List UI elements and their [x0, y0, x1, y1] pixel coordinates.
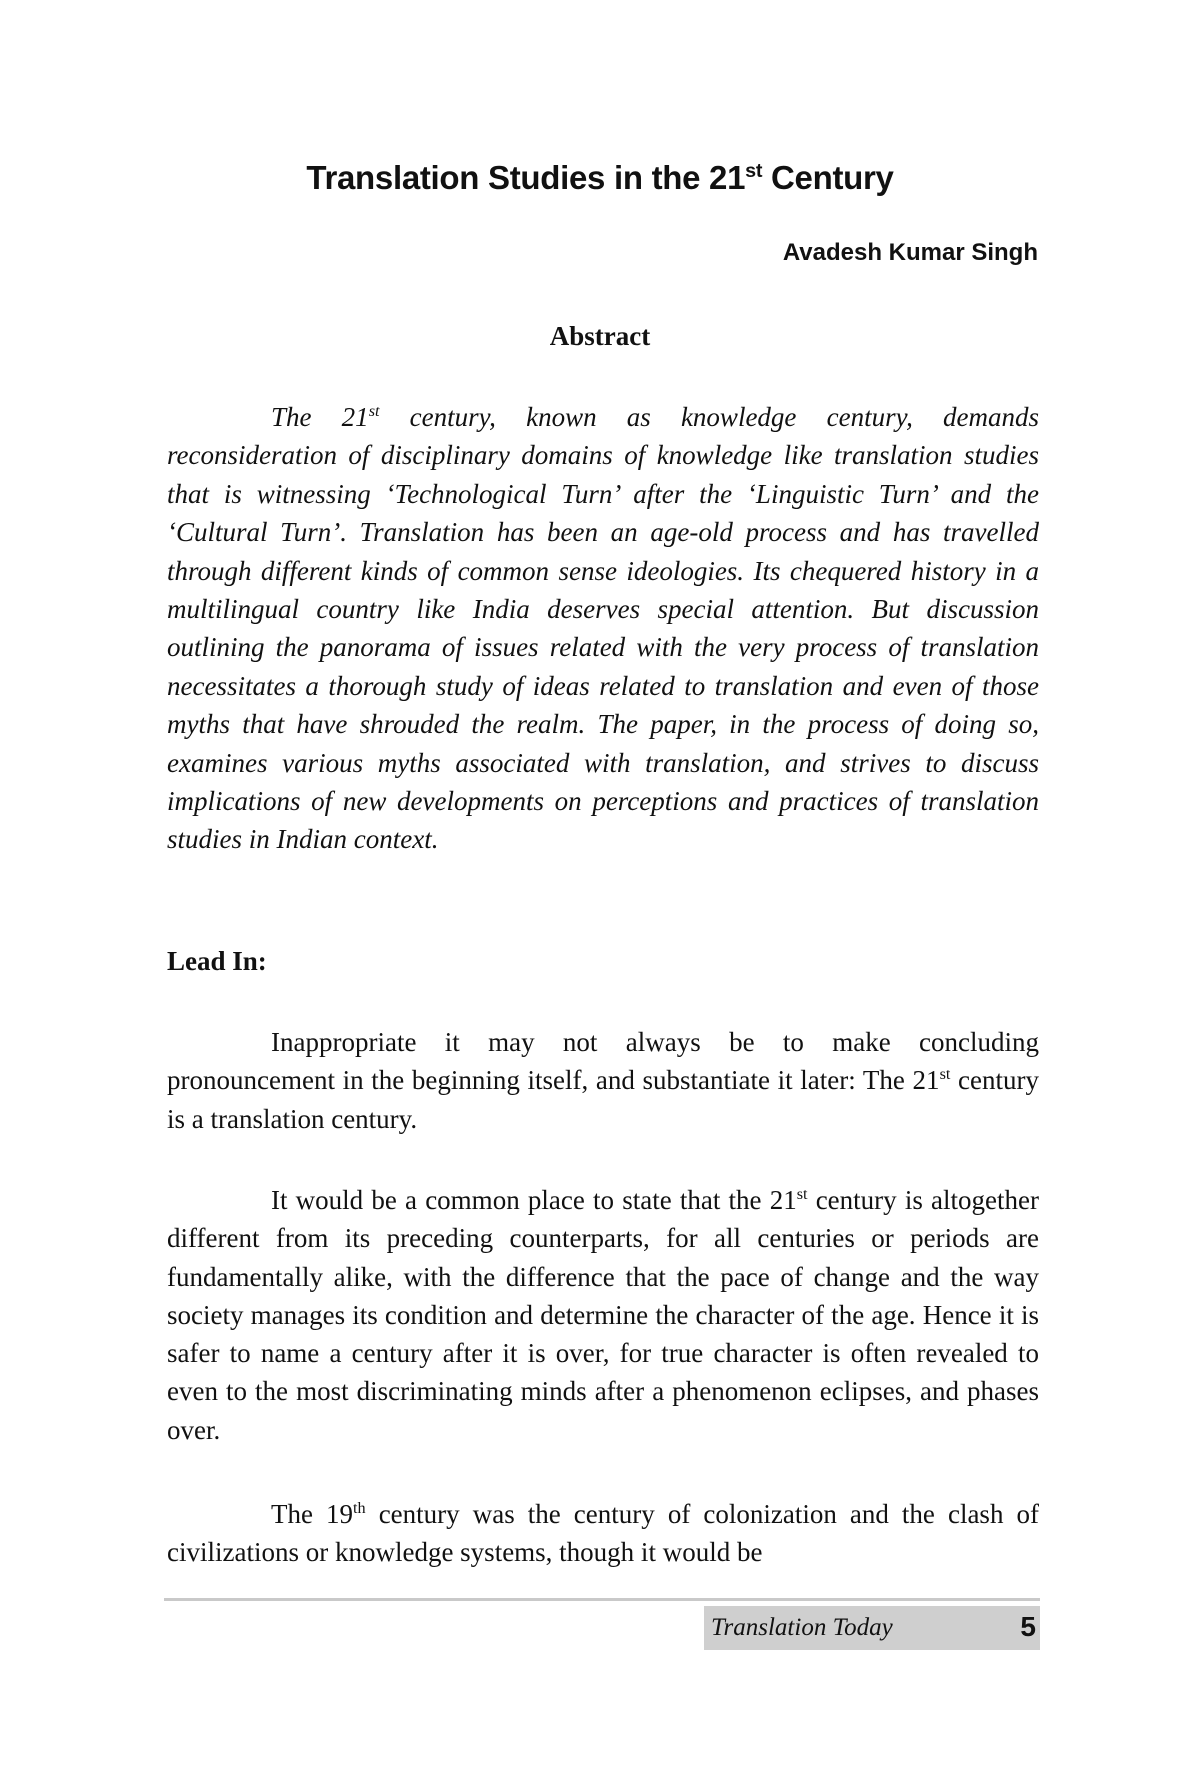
body-paragraph-2: [167, 1181, 1039, 1449]
abstract-body: [167, 398, 1039, 859]
title-superscript: st: [745, 160, 763, 182]
footer-rule: [164, 1598, 1040, 1601]
abstract-text: The 21: [271, 402, 369, 432]
body-paragraph-1: [167, 1023, 1039, 1138]
paragraph-1-superscript: st: [939, 1065, 951, 1084]
body-paragraph-3: [167, 1495, 1039, 1572]
author-name: Avadesh Kumar Singh: [782, 239, 1038, 266]
paragraph-2-text-end: century is altogether different from its preceding counterparts, for all centuries or periods are fundamentally alike, with the difference that the pace of change and the way society manages its condition and determine the character of the age. Hence it is safer to name a century after it is over, for true character is often revealed to even to the most discriminating minds after a phenomenon eclipses, and phases over.: [167, 1185, 1039, 1445]
paragraph-1-text-end: century is a translation century.: [167, 1065, 1039, 1134]
paragraph-3-text-end: century was the century of colonization and the clash of civilizations or knowledge systems, though it would be: [167, 1499, 1039, 1568]
journal-name: Translation Today: [711, 1614, 893, 1641]
abstract-heading: Abstract: [549, 321, 651, 351]
paper-title: [0, 158, 1200, 198]
title-text-end: Century: [762, 159, 894, 196]
abstract-text-end: century, known as knowledge century, demands reconsideration of disciplinary domains of knowledge like translation studies that is witnessing ‘Technological Turn’ after the ‘Linguistic Turn’ and the ‘Cultural Turn’. Translation has been an age-old process and has travelled through different kinds of common sense ideologies. Its chequered history in a multilingual country like India deserves special attention. But discussion outlining the panorama of issues related with the very process of translation necessitates a thorough study of ideas related to translation and even of those myths that have shrouded the realm. The paper, in the process of doing so, examines various myths associated with translation, and strives to discuss implications of new developments on perceptions and practices of translation studies in Indian context.: [167, 402, 1039, 855]
paragraph-3-superscript: th: [353, 1499, 366, 1517]
paragraph-1-text: Inappropriate it may not always be to make concluding pronouncement in the beginning itself, and substantiate it later: The 21: [167, 1027, 1039, 1096]
paragraph-2-superscript: st: [796, 1185, 808, 1203]
abstract-superscript: st: [368, 402, 380, 420]
paragraph-3-text: The 19: [271, 1499, 354, 1529]
page-number: 5: [1020, 1611, 1036, 1642]
section-heading-lead-in: Lead In:: [167, 946, 267, 976]
title-text: Translation Studies in the 21: [306, 159, 746, 196]
paragraph-2-text: It would be a common place to state that the 21: [271, 1185, 797, 1215]
